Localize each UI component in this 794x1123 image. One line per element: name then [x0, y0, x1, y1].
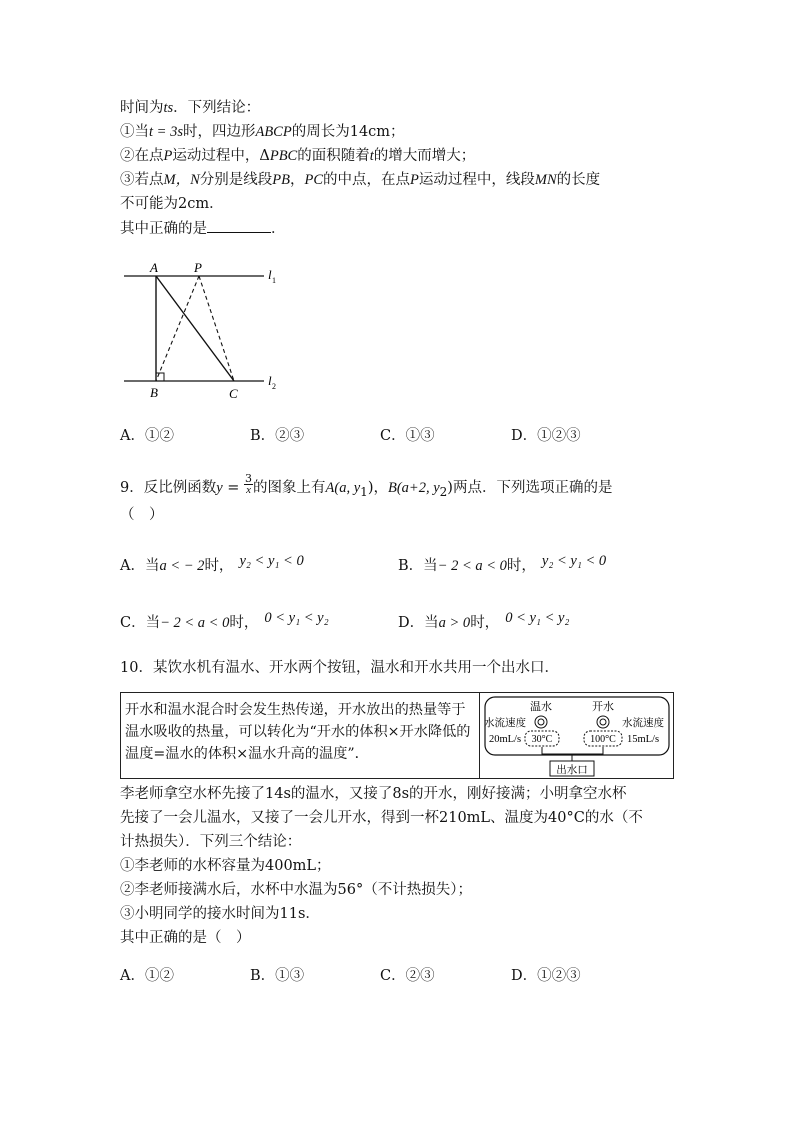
q9-b-cond: − 2 < a < 0: [437, 558, 507, 574]
q8-ask-tail: ．: [271, 221, 286, 237]
q9-tail: 两点．下列选项正确的是: [452, 480, 613, 496]
hot-speed-value: 15mL/s: [626, 734, 660, 745]
q8-c2-p: P: [163, 148, 173, 164]
q9-a-label: A．当: [120, 558, 160, 574]
outlet-label: 出水口: [556, 764, 588, 776]
warm-water-label: 温水: [530, 700, 552, 713]
q8-c3-mid: 分别是线段: [199, 172, 273, 188]
q10-conclusion-1: ①李老师的水杯容量为400mL；: [120, 858, 331, 874]
water-dispenser-diagram: [483, 695, 671, 777]
q8-option-b[interactable]: B．②③: [250, 428, 305, 444]
q9-fraction: [244, 473, 253, 496]
q9-option-a[interactable]: [120, 553, 304, 576]
q8-intro-tail: ．下列结论：: [173, 100, 261, 116]
q9-point-b-end: ): [447, 480, 453, 496]
q8-conclusion-3: [120, 170, 600, 190]
q8-c3-mn: M，N: [163, 172, 200, 188]
q8-c1-shape: ABCP: [255, 124, 292, 140]
table-divider: [479, 693, 480, 778]
warm-water-button-icon[interactable]: [535, 716, 547, 728]
q10-para-line-2: 先接了一会儿温水，又接了一会儿开水，得到一杯210mL、温度为40°C的水（不: [120, 810, 643, 826]
q8-c2-mid2: 的面积随着: [297, 148, 370, 164]
q9-d-result: 0 < y₁ < y₂: [505, 610, 570, 626]
segment-pc-dashed: [199, 276, 234, 381]
q9-option-d[interactable]: [398, 610, 570, 633]
label-b: B: [150, 385, 158, 400]
q8-c2-t: t: [369, 148, 374, 164]
q8-c3-lead: ③若点: [120, 172, 164, 188]
q8-option-a[interactable]: A．①②: [120, 428, 174, 444]
label-l1: l: [268, 267, 272, 282]
q9-func-eq: =: [222, 480, 245, 496]
q10-conclusion-2: ②李老师接满水后，水杯中水温为56°（不计热损失）；: [120, 882, 472, 898]
q8-c2-lead: ②在点: [120, 148, 164, 164]
q9-lead: 9．反比例函数: [120, 480, 217, 496]
label-c: C: [229, 386, 238, 401]
warm-temp-value: 30°C: [531, 734, 553, 745]
q9-b-when: 时，: [506, 558, 536, 574]
q9-b-label: B．当: [398, 558, 438, 574]
q8-option-c[interactable]: C．①③: [380, 428, 435, 444]
label-l1-sub: 1: [272, 276, 276, 285]
q10-conclusion-3: ③小明同学的接水时间为11s．: [120, 906, 320, 922]
q10-para-line-3: 计热损失）．下列三个结论：: [120, 834, 302, 850]
q9-d-when: 时，: [470, 615, 500, 631]
q9-stem: [120, 471, 613, 504]
q8-intro-text: 时间为: [120, 100, 164, 116]
q9-point-b-sub: 2: [439, 484, 448, 499]
q8-c3-cont-text: 不可能为2cm．: [120, 196, 224, 212]
q8-c3-seg: MN: [534, 172, 557, 188]
q9-c-cond: − 2 < a < 0: [160, 615, 230, 631]
q10-option-c[interactable]: C．②③: [380, 968, 435, 984]
q9-b-result: y₂ < y₁ < 0: [541, 553, 607, 569]
q8-conclusion-3-cont: [120, 194, 224, 214]
q9-option-c[interactable]: [120, 610, 329, 633]
q8-c1-tail: 的周长为14cm；: [291, 124, 405, 140]
q9-func-y: y: [216, 480, 223, 496]
q10-ask: 其中正确的是（ ）: [120, 930, 251, 946]
segment-ac: [156, 276, 234, 381]
q8-c3-mid2: 的中点，在点: [323, 172, 410, 188]
q9-frac-num: 3: [245, 471, 253, 485]
q9-d-cond: a > 0: [438, 615, 471, 631]
answer-blank[interactable]: [207, 218, 271, 233]
q10-para-line-1: 李老师拿空水杯先接了14s的温水，又接了8s的开水，刚好接满；小明拿空水杯: [120, 786, 627, 802]
label-l2-sub: 2: [272, 382, 276, 391]
q8-intro: [120, 98, 260, 118]
label-p: P: [194, 260, 202, 275]
q9-point-b: B(a+2, y: [387, 480, 440, 496]
q8-c2-tri: PBC: [269, 148, 298, 164]
q8-option-d[interactable]: D．①②③: [511, 428, 581, 444]
q10-box-text: 开水和温水混合时会发生热传递，开水放出的热量等于温水吸收的热量，可以转化为“开水的体积×开水降低的温度=温水的体积×温水升高的温度”．: [125, 702, 471, 762]
q8-c3-tail: 的长度: [556, 172, 601, 188]
hot-temp-value: 100°C: [590, 734, 616, 745]
hot-water-label: 开水: [592, 700, 614, 713]
q8-c1-mid: 时，四边形: [182, 124, 256, 140]
q9-frac-den: x: [246, 483, 251, 496]
warm-speed-value: 20mL/s: [488, 734, 522, 745]
hot-speed-label: 水流速度: [622, 717, 664, 729]
q8-c1-lead: ①当: [120, 124, 149, 140]
q10-option-d[interactable]: D．①②③: [511, 968, 581, 984]
q9-point-a-end: ): [367, 480, 374, 496]
q9-a-result: y₂ < y₁ < 0: [239, 553, 304, 569]
q8-c3-p: P: [410, 172, 419, 188]
q9-d-label: D．当: [398, 615, 439, 631]
q9-option-b[interactable]: [398, 553, 607, 576]
q8-c3-pc: PC: [304, 172, 323, 188]
q8-ask-text: 其中正确的是: [120, 221, 207, 237]
q9-sep: ，: [373, 480, 388, 496]
q10-option-b[interactable]: B．①③: [250, 968, 305, 984]
pipe-connector: [542, 747, 603, 754]
q8-c3-pb: PB: [272, 172, 290, 188]
q8-conclusion-1: [120, 122, 405, 142]
q9-a-when: 时，: [204, 558, 234, 574]
q9-a-cond: a < − 2: [159, 558, 205, 574]
geometry-figure: [118, 256, 298, 406]
hot-water-button-icon[interactable]: [597, 716, 609, 728]
q9-point-a-sub: 1: [360, 484, 368, 499]
q8-conclusion-2: [120, 146, 475, 166]
label-a: A: [150, 260, 158, 275]
q9-point-a: A(a, y: [325, 480, 361, 496]
q10-info-table: [120, 692, 674, 779]
q9-c-when: 时，: [229, 615, 259, 631]
segment-pb-dashed: [156, 276, 199, 381]
q8-c2-tail: 的增大而增大；: [373, 148, 476, 164]
q9-paren: （ ）: [120, 507, 164, 523]
q8-ask: [120, 218, 286, 239]
right-angle-mark: [156, 373, 164, 381]
q8-c3-sep: ，: [289, 172, 305, 188]
label-l2: l: [268, 373, 272, 388]
q10-option-a[interactable]: A．①②: [120, 968, 174, 984]
warm-speed-label: 水流速度: [484, 717, 526, 729]
q9-c-label: C．当: [120, 615, 161, 631]
q9-c-result: 0 < y₁ < y₂: [264, 610, 329, 626]
q8-c1-eq: t = 3s: [149, 124, 183, 140]
q10-title: 10．某饮水机有温水、开水两个按钮，温水和开水共用一个出水口．: [120, 660, 559, 676]
q9-mid: 的图象上有: [253, 480, 326, 496]
q8-intro-t: ts: [163, 100, 174, 116]
q8-c2-mid: 运动过程中，Δ: [172, 148, 270, 164]
q8-c3-mid3: 运动过程中，线段: [418, 172, 535, 188]
